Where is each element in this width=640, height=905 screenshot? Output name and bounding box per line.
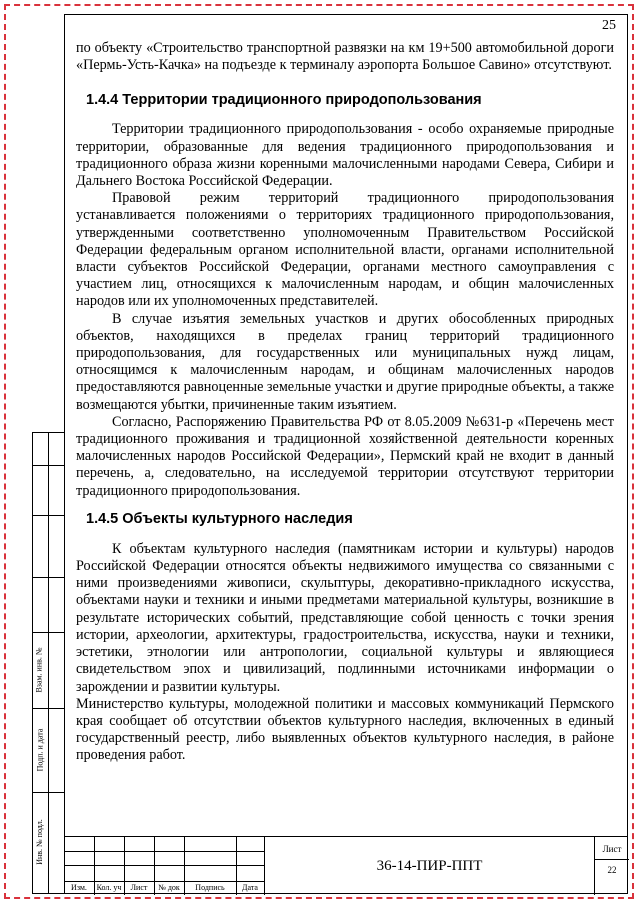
sheet-number: 22 (607, 865, 617, 875)
side-label-inv (32, 792, 48, 892)
side-label-podp (32, 708, 48, 792)
title-block-label-izm: Изм. (71, 883, 87, 892)
document-code: 36-14-ПИР-ППТ (264, 837, 594, 895)
sheet-divider (595, 859, 629, 860)
title-block-label-kol: Кол. уч (96, 883, 122, 892)
side-label-vzam-text: Взам. инв. № (35, 647, 44, 693)
sheet-label: Лист (602, 844, 622, 854)
side-label-vzam (32, 632, 48, 708)
title-block-label-data: Дата (242, 883, 258, 892)
side-stamp-divider (32, 465, 64, 466)
title-block-label-podpis: Подпись (195, 883, 225, 892)
paragraph: Территории традиционного природопользования - особо охраняемые природные территории, образованные для ведения традиционного природопользования и традиционного образа жизни коренными малочисленными народами Севера, Сибири и Дальнего Востока Российской Федерации. (76, 121, 614, 190)
title-block-label-list: Лист (130, 883, 148, 892)
title-block-label-ndoc: № док (158, 883, 180, 892)
section-heading-1-4-4: 1.4.4 Территории традиционного природопользования (86, 92, 482, 109)
document-body (76, 40, 614, 765)
sheet-box (594, 837, 628, 895)
paragraph: Министерство культуры, молодежной политики и массовых коммуникаций Пермского края сообщает об отсутствии объектов культурного наследия, включенных в единый государственный реестр, либо выявленных объектов культурного наследия, в районе проведения работ. (76, 695, 614, 764)
side-label-podp-text: Подп. и дата (35, 728, 44, 772)
paragraph: В случае изъятия земельных участков и других обособленных природных объектов, находящихся в пределах границ территорий традиционного природопользования, для государственных или муниципальных нужд лицам, относящимся к малочисленным народам, и общинам малочисленных народов предоставляются равноценные земельные участки и другие природные объекты, а также возмещаются убытки, причиненные таким изъятием. (76, 310, 614, 413)
side-label-inv-text: Инв. № подл. (35, 819, 44, 865)
paragraph-intro: по объекту «Строительство транспортной развязки на км 19+500 автомобильной дороги «Пермь-Усть-Качка» на подъезде к терминалу аэропорта Большое Савино» отсутствуют. (76, 40, 614, 74)
paragraph: Согласно, Распоряжению Правительства РФ от 8.05.2009 №631-р «Перечень мест традиционного проживания и традиционной хозяйственной деятельности коренных малочисленных народов Российской Федерации», Пермский край не входит в данный перечень, а, следовательно, на исследуемой территории отсутствуют территории традиционного природопользования. (76, 413, 614, 499)
section-heading-1-4-5: 1.4.5 Объекты культурного наследия (86, 510, 353, 527)
title-block (64, 836, 628, 894)
title-block-grid (64, 837, 264, 895)
side-stamp-divider (32, 515, 64, 516)
paragraph: Правовой режим территорий традиционного природопользования устанавливается положениями о территориях традиционного природопользования, утвержденными соответственно уполномоченным Правительством Российской Федерации федеральным органом исполнительной власти, органами исполнительной власти субъектов Российской Федерации, органами местного самоуправления с участием лиц, относящихся к малочисленным народам, и общин малочисленных народов или их уполномоченных представителей. (76, 190, 614, 310)
paragraph: К объектам культурного наследия (памятникам истории и культуры) народов Российской Федерации относятся объекты недвижимого имущества со связанными с ними произведениями живописи, скульптуры, декоративно-прикладного искусства, объектами науки и техники и иными предметами материальной культуры, возникшие в результате исторических событий, представляющие собой ценность с точки зрения истории, археологии, архитектуры, градостроительства, искусства, науки и техники, эстетики, этнологии или антропологии, социальной культуры и являющиеся свидетельством эпох и цивилизаций, подлинными источниками информации о зарождении и развитии культуры. (76, 540, 614, 695)
side-stamp-divider (32, 577, 64, 578)
side-stamp-value-column (48, 432, 64, 894)
page-number: 25 (602, 18, 616, 33)
